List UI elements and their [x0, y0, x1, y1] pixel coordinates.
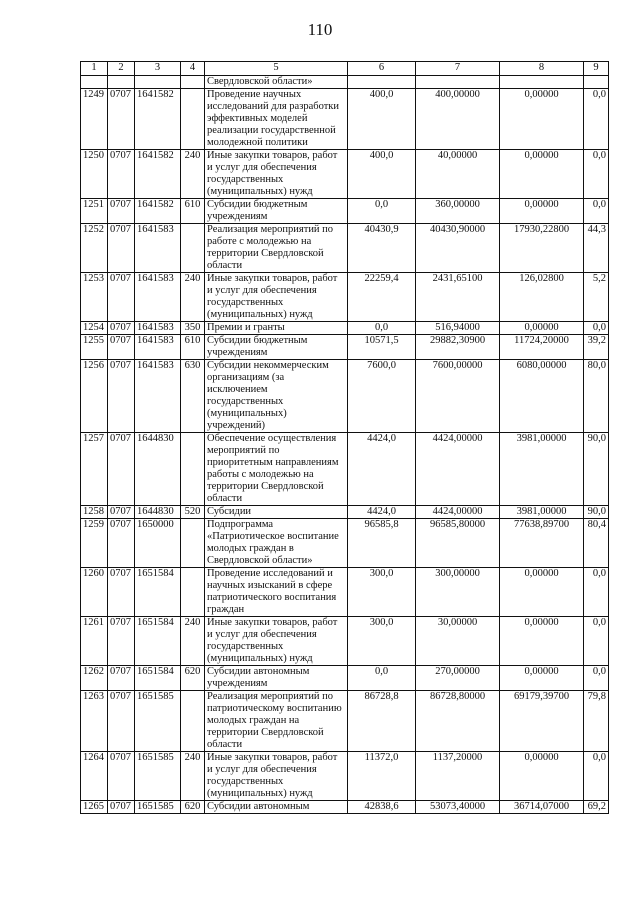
- revised-amount: 270,00000: [416, 666, 500, 691]
- table-row: [81, 335, 609, 360]
- expense-type: 350: [181, 322, 205, 335]
- executed-amount: 69179,39700: [500, 691, 584, 752]
- approved-amount: 4424,0: [348, 433, 416, 506]
- approved-amount: 86728,8: [348, 691, 416, 752]
- expense-type: [181, 89, 205, 150]
- row-number: 1250: [81, 150, 108, 199]
- revised-amount: 2431,65100: [416, 273, 500, 322]
- target-code: 1641582: [135, 150, 181, 199]
- execution-percent: 0,0: [584, 89, 609, 150]
- expense-type: [181, 691, 205, 752]
- table-row: [81, 433, 609, 506]
- table-row: [81, 322, 609, 335]
- revised-amount: 96585,80000: [416, 519, 500, 568]
- expense-type: 240: [181, 273, 205, 322]
- continuation-description: Свердловской области»: [205, 76, 348, 89]
- table-row: [81, 691, 609, 752]
- row-number: 1260: [81, 568, 108, 617]
- table-row: [81, 519, 609, 568]
- row-description: Реализация мероприятий по патриотическому воспитанию молодых граждан на территории Свердловской области: [205, 691, 348, 752]
- row-description: Премии и гранты: [205, 322, 348, 335]
- table-row: [81, 801, 609, 814]
- executed-amount: 6080,00000: [500, 360, 584, 433]
- execution-percent: 80,4: [584, 519, 609, 568]
- section-code: 0707: [108, 224, 135, 273]
- expense-type: 620: [181, 666, 205, 691]
- execution-percent: 5,2: [584, 273, 609, 322]
- target-code: 1651584: [135, 568, 181, 617]
- table-row: [81, 568, 609, 617]
- col-header-3: 3: [135, 62, 181, 76]
- revised-amount: 7600,00000: [416, 360, 500, 433]
- target-code: 1641582: [135, 199, 181, 224]
- approved-amount: 400,0: [348, 89, 416, 150]
- table-row: [81, 666, 609, 691]
- target-code: 1644830: [135, 506, 181, 519]
- row-number: 1257: [81, 433, 108, 506]
- target-code: 1641583: [135, 335, 181, 360]
- approved-amount: 400,0: [348, 150, 416, 199]
- row-number: 1258: [81, 506, 108, 519]
- execution-percent: 0,0: [584, 752, 609, 801]
- section-code: 0707: [108, 519, 135, 568]
- approved-amount: 0,0: [348, 666, 416, 691]
- revised-amount: 300,00000: [416, 568, 500, 617]
- row-description: Обеспечение осуществления мероприятий по приоритетным направлениям работы с молодежью на территории Свердловской области: [205, 433, 348, 506]
- row-number: 1255: [81, 335, 108, 360]
- approved-amount: 22259,4: [348, 273, 416, 322]
- target-code: 1651585: [135, 801, 181, 814]
- expense-type: [181, 568, 205, 617]
- execution-percent: 79,8: [584, 691, 609, 752]
- approved-amount: 300,0: [348, 617, 416, 666]
- row-number: 1262: [81, 666, 108, 691]
- table-row: [81, 360, 609, 433]
- execution-percent: 0,0: [584, 199, 609, 224]
- execution-percent: 0,0: [584, 150, 609, 199]
- executed-amount: 17930,22800: [500, 224, 584, 273]
- approved-amount: 0,0: [348, 322, 416, 335]
- target-code: 1641582: [135, 89, 181, 150]
- continuation-row: [81, 76, 609, 89]
- executed-amount: 0,00000: [500, 752, 584, 801]
- revised-amount: 1137,20000: [416, 752, 500, 801]
- execution-percent: 69,2: [584, 801, 609, 814]
- row-number: 1252: [81, 224, 108, 273]
- executed-amount: 3981,00000: [500, 506, 584, 519]
- expense-type: 630: [181, 360, 205, 433]
- col-header-2: 2: [108, 62, 135, 76]
- col-header-9: 9: [584, 62, 609, 76]
- section-code: 0707: [108, 89, 135, 150]
- execution-percent: 90,0: [584, 506, 609, 519]
- table-row: [81, 89, 609, 150]
- row-number: 1253: [81, 273, 108, 322]
- target-code: 1650000: [135, 519, 181, 568]
- section-code: 0707: [108, 666, 135, 691]
- row-number: 1265: [81, 801, 108, 814]
- execution-percent: 0,0: [584, 322, 609, 335]
- executed-amount: 126,02800: [500, 273, 584, 322]
- executed-amount: 0,00000: [500, 150, 584, 199]
- header-row: [81, 62, 609, 76]
- expense-type: [181, 519, 205, 568]
- row-number: 1263: [81, 691, 108, 752]
- table-row: [81, 273, 609, 322]
- target-code: 1651585: [135, 752, 181, 801]
- executed-amount: 3981,00000: [500, 433, 584, 506]
- table-row: [81, 506, 609, 519]
- target-code: 1641583: [135, 273, 181, 322]
- revised-amount: 400,00000: [416, 89, 500, 150]
- approved-amount: 11372,0: [348, 752, 416, 801]
- row-description: Субсидии автономным: [205, 801, 348, 814]
- col-header-8: 8: [500, 62, 584, 76]
- section-code: 0707: [108, 801, 135, 814]
- section-code: 0707: [108, 322, 135, 335]
- execution-percent: 39,2: [584, 335, 609, 360]
- section-code: 0707: [108, 617, 135, 666]
- executed-amount: 36714,07000: [500, 801, 584, 814]
- revised-amount: 29882,30900: [416, 335, 500, 360]
- row-number: 1264: [81, 752, 108, 801]
- execution-percent: 0,0: [584, 568, 609, 617]
- execution-percent: 80,0: [584, 360, 609, 433]
- section-code: 0707: [108, 150, 135, 199]
- approved-amount: 96585,8: [348, 519, 416, 568]
- target-code: 1641583: [135, 224, 181, 273]
- executed-amount: 77638,89700: [500, 519, 584, 568]
- target-code: 1651584: [135, 617, 181, 666]
- row-description: Иные закупки товаров, работ и услуг для обеспечения государственных (муниципальных) нужд: [205, 617, 348, 666]
- row-description: Субсидии бюджетным учреждениям: [205, 199, 348, 224]
- approved-amount: 40430,9: [348, 224, 416, 273]
- approved-amount: 0,0: [348, 199, 416, 224]
- revised-amount: 4424,00000: [416, 506, 500, 519]
- executed-amount: 0,00000: [500, 666, 584, 691]
- expense-type: 240: [181, 617, 205, 666]
- row-description: Подпрограмма «Патриотическое воспитание молодых граждан в Свердловской области»: [205, 519, 348, 568]
- execution-percent: 0,0: [584, 666, 609, 691]
- expense-type: [181, 224, 205, 273]
- section-code: 0707: [108, 752, 135, 801]
- executed-amount: 0,00000: [500, 322, 584, 335]
- target-code: 1644830: [135, 433, 181, 506]
- expense-type: 620: [181, 801, 205, 814]
- execution-percent: 0,0: [584, 617, 609, 666]
- table-row: [81, 150, 609, 199]
- table-row: [81, 199, 609, 224]
- revised-amount: 30,00000: [416, 617, 500, 666]
- col-header-4: 4: [181, 62, 205, 76]
- section-code: 0707: [108, 433, 135, 506]
- revised-amount: 53073,40000: [416, 801, 500, 814]
- row-number: 1251: [81, 199, 108, 224]
- section-code: 0707: [108, 691, 135, 752]
- table-row: [81, 224, 609, 273]
- expense-type: 520: [181, 506, 205, 519]
- executed-amount: 0,00000: [500, 89, 584, 150]
- section-code: 0707: [108, 568, 135, 617]
- executed-amount: 0,00000: [500, 568, 584, 617]
- row-description: Субсидии автономным учреждениям: [205, 666, 348, 691]
- expense-type: 240: [181, 752, 205, 801]
- row-number: 1261: [81, 617, 108, 666]
- col-header-7: 7: [416, 62, 500, 76]
- section-code: 0707: [108, 506, 135, 519]
- revised-amount: 86728,80000: [416, 691, 500, 752]
- row-description: Субсидии бюджетным учреждениям: [205, 335, 348, 360]
- approved-amount: 300,0: [348, 568, 416, 617]
- target-code: 1641583: [135, 322, 181, 335]
- section-code: 0707: [108, 360, 135, 433]
- page-number: 110: [307, 20, 333, 39]
- section-code: 0707: [108, 199, 135, 224]
- revised-amount: 516,94000: [416, 322, 500, 335]
- row-description: Субсидии некоммерческим организациям (за исключением государственных (муниципальных) учреждений): [205, 360, 348, 433]
- target-code: 1651584: [135, 666, 181, 691]
- execution-percent: 90,0: [584, 433, 609, 506]
- row-number: 1249: [81, 89, 108, 150]
- revised-amount: 40430,90000: [416, 224, 500, 273]
- col-header-1: 1: [81, 62, 108, 76]
- row-description: Иные закупки товаров, работ и услуг для обеспечения государственных (муниципальных) нужд: [205, 752, 348, 801]
- col-header-6: 6: [348, 62, 416, 76]
- expense-type: 610: [181, 199, 205, 224]
- table-row: [81, 617, 609, 666]
- row-number: 1256: [81, 360, 108, 433]
- approved-amount: 4424,0: [348, 506, 416, 519]
- col-header-5: 5: [205, 62, 348, 76]
- row-description: Реализация мероприятий по работе с молодежью на территории Свердловской области: [205, 224, 348, 273]
- executed-amount: 0,00000: [500, 199, 584, 224]
- row-description: Субсидии: [205, 506, 348, 519]
- expense-type: 240: [181, 150, 205, 199]
- section-code: 0707: [108, 335, 135, 360]
- target-code: 1651585: [135, 691, 181, 752]
- revised-amount: 360,00000: [416, 199, 500, 224]
- expense-type: 610: [181, 335, 205, 360]
- row-number: 1259: [81, 519, 108, 568]
- section-code: 0707: [108, 273, 135, 322]
- executed-amount: 0,00000: [500, 617, 584, 666]
- row-description: Иные закупки товаров, работ и услуг для обеспечения государственных (муниципальных) нужд: [205, 150, 348, 199]
- row-description: Иные закупки товаров, работ и услуг для обеспечения государственных (муниципальных) нужд: [205, 273, 348, 322]
- revised-amount: 4424,00000: [416, 433, 500, 506]
- approved-amount: 42838,6: [348, 801, 416, 814]
- executed-amount: 11724,20000: [500, 335, 584, 360]
- row-description: Проведение научных исследований для разработки эффективных моделей реализации государственной молодежной политики: [205, 89, 348, 150]
- approved-amount: 7600,0: [348, 360, 416, 433]
- revised-amount: 40,00000: [416, 150, 500, 199]
- expense-type: [181, 433, 205, 506]
- budget-table: [80, 61, 609, 814]
- execution-percent: 44,3: [584, 224, 609, 273]
- approved-amount: 10571,5: [348, 335, 416, 360]
- table-row: [81, 752, 609, 801]
- row-description: Проведение исследований и научных изысканий в сфере патриотического воспитания граждан: [205, 568, 348, 617]
- target-code: 1641583: [135, 360, 181, 433]
- row-number: 1254: [81, 322, 108, 335]
